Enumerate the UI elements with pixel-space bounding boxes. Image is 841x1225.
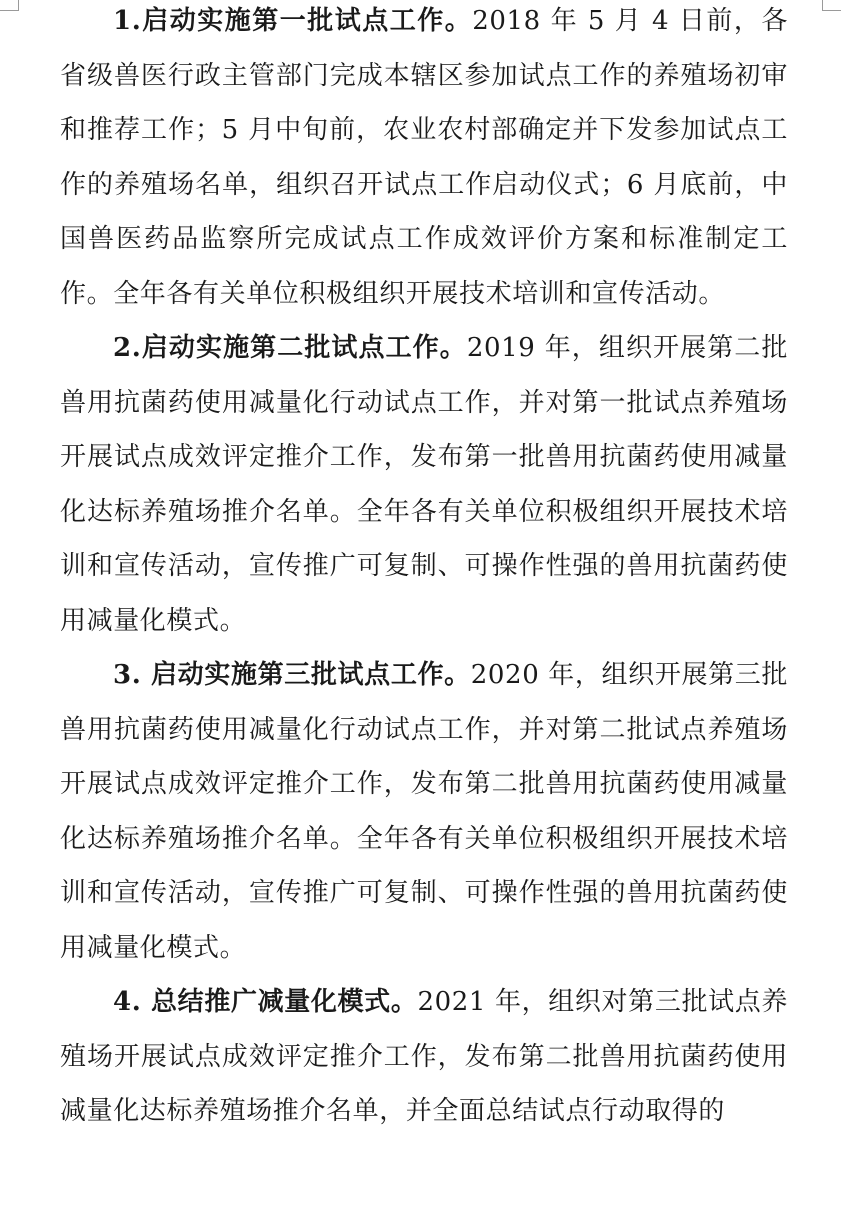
paragraph-heading: 4. 总结推广减量化模式。 xyxy=(113,987,418,1017)
paragraph-heading: 2.启动实施第二批试点工作。 xyxy=(113,333,467,363)
paragraph-text: 2021 年，组织对第三批试点养殖场开展试点成效评定推介工作，发布第二批兽用抗菌药使用减量化达标养殖场推介名单，并全面总结试点行动取得的 xyxy=(60,987,788,1126)
paragraph-text: 2019 年，组织开展第二批兽用抗菌药使用减量化行动试点工作，并对第一批试点养殖场开展试点成效评定推介工作，发布第一批兽用抗菌药使用减量化达标养殖场推介名单。全年各有关单位积极组织开展技术培训和宣传活动，宣传推广可复制、可操作性强的兽用抗菌药使用减量化模式。 xyxy=(60,333,788,636)
paragraph-1 xyxy=(60,0,788,321)
crop-mark-top-left xyxy=(0,0,19,11)
paragraph-2 xyxy=(60,321,788,648)
paragraph-text: 2020 年，组织开展第三批兽用抗菌药使用减量化行动试点工作，并对第二批试点养殖场开展试点成效评定推介工作，发布第二批兽用抗菌药使用减量化达标养殖场推介名单。全年各有关单位积极组织开展技术培训和宣传活动，宣传推广可复制、可操作性强的兽用抗菌药使用减量化模式。 xyxy=(60,660,788,963)
paragraph-heading: 3. 启动实施第三批试点工作。 xyxy=(113,660,471,690)
paragraph-4 xyxy=(60,975,788,1139)
paragraph-text: 2018 年 5 月 4 日前，各省级兽医行政主管部门完成本辖区参加试点工作的养殖场初审和推荐工作；5 月中旬前，农业农村部确定并下发参加试点工作的养殖场名单，组织召开试点工作启动仪式；6 月底前，中国兽医药品监察所完成试点工作成效评价方案和标准制定工作。全年各有关单位积极组织开展技术培训和宣传活动。 xyxy=(60,6,788,309)
document-body xyxy=(60,0,788,1139)
paragraph-heading: 1.启动实施第一批试点工作。 xyxy=(113,6,473,36)
paragraph-3 xyxy=(60,648,788,975)
crop-mark-top-right xyxy=(822,0,841,11)
